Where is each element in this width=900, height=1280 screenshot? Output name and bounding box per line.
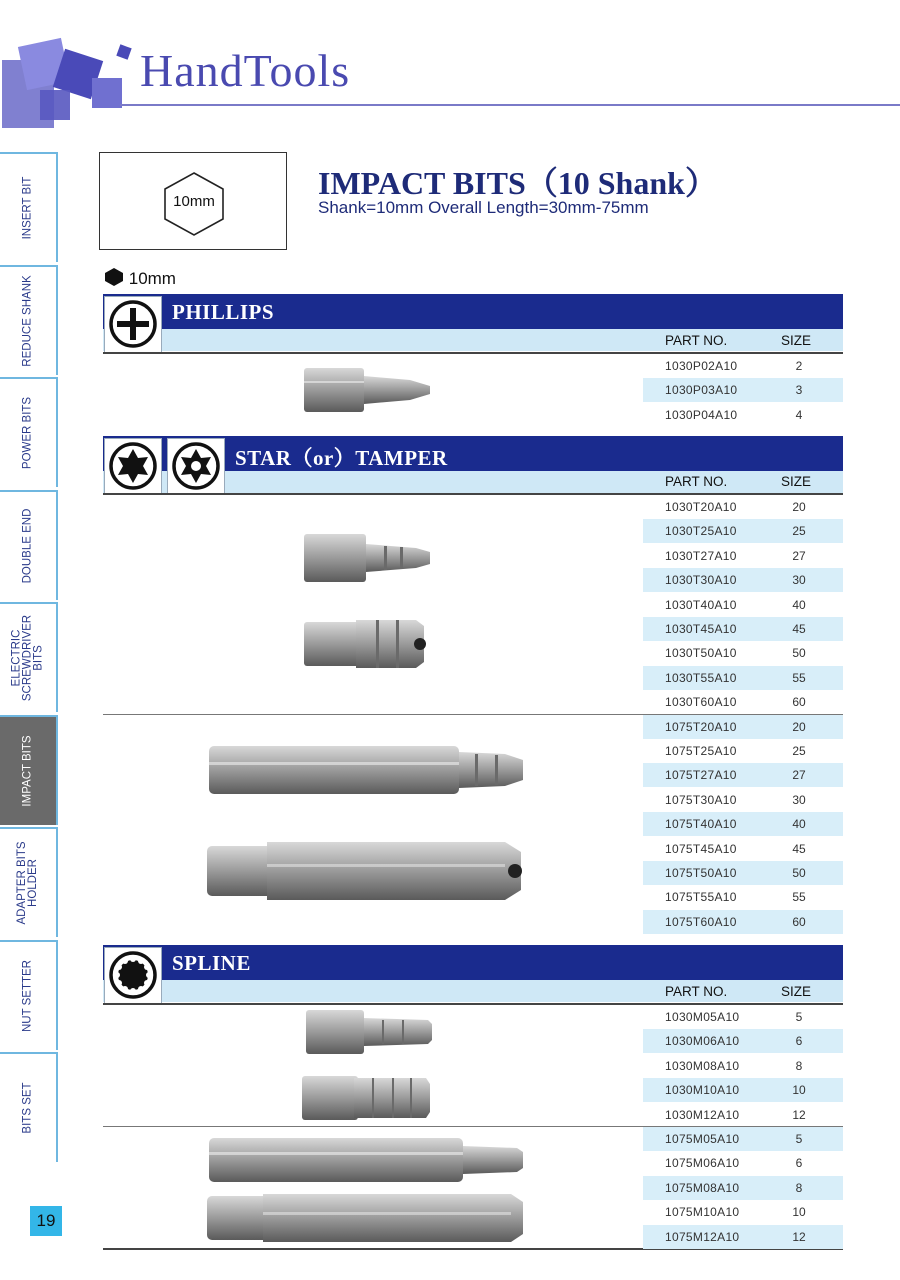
tamper-star-icon [168,439,224,494]
page-subtitle: Shank=10mm Overall Length=30mm-75mm [318,198,649,217]
size-value: 30 [792,573,806,588]
star-title: STAR（or）TAMPER [235,446,448,470]
torx-short-bit-image [300,530,436,586]
size-value: 27 [792,768,806,783]
page-title: IMPACT BITS（10 Shank） [318,165,717,201]
phillips-part-header: PART NO. [665,333,728,348]
table-row [643,1225,843,1249]
sidenav-tab-label: NUT SETTER [21,959,34,1032]
table-row [643,739,843,763]
hex-bullet-icon [104,268,124,286]
table-row [643,1029,843,1053]
sidenav-tab-label: ELECTRIC SCREWDRIVER BITS [10,614,45,702]
part-number: 1030M06A10 [665,1034,740,1049]
size-value: 55 [792,670,806,685]
hex-note-text: 10mm [128,269,176,288]
part-number: 1075T25A10 [665,744,737,758]
sidenav-tab-double-end[interactable] [0,490,58,600]
spline-part-header: PART NO. [665,984,728,999]
part-number: 1075T40A10 [665,817,737,832]
logo-blocks [0,34,140,134]
size-value: 45 [792,622,806,636]
table-row [643,763,843,787]
table-row [643,910,843,934]
spline-symbol [104,947,162,1004]
table-row [643,403,843,427]
table-row [643,1103,843,1127]
phillips-size-header: SIZE [781,333,812,348]
spline-short-bit-image [302,1006,436,1058]
sidenav-tab-reduce-shank[interactable] [0,265,58,375]
size-value: 20 [792,500,806,514]
part-number: 1075T55A10 [665,890,737,905]
sidenav-tab-label: REDUCE SHANK [21,274,34,367]
part-number: 1075M10A10 [665,1205,740,1220]
phillips-cross-icon [105,297,161,352]
sidenav-tab-insert-bit[interactable] [0,152,58,262]
size-value: 12 [792,1229,806,1244]
spline-long-bit-image [205,1134,527,1186]
table-row [643,861,843,885]
part-number: 1075T30A10 [665,792,737,807]
table-row [643,885,843,909]
part-number: 1030M08A10 [665,1058,740,1073]
size-value: 45 [792,841,806,856]
size-value: 2 [795,359,803,373]
sidenav-tab-label: INSERT BIT [21,176,34,240]
size-value: 8 [795,1180,803,1195]
size-value: 8 [795,1058,803,1073]
phillips-subheader [103,329,843,351]
table-row [643,837,843,861]
spline-icon [105,948,161,1003]
spline-short-wide-bit-image [298,1072,436,1124]
size-value: 5 [795,1132,803,1146]
spline-title: SPLINE [172,951,251,975]
sidenav-tab-nut-setter[interactable] [0,940,58,1050]
size-value: 40 [792,817,806,832]
size-value: 60 [792,695,806,710]
part-number: 1075M08A10 [665,1180,740,1195]
table-row [643,593,843,617]
phillips-symbol [104,296,162,353]
size-value: 5 [795,1010,803,1024]
sidenav-tab-label: POWER BITS [21,396,34,470]
part-number: 1030T50A10 [665,646,737,661]
size-value: 55 [792,890,806,905]
table-row [643,1200,843,1224]
phillips-bit-image [300,364,436,416]
size-value: 50 [792,646,806,661]
part-number: 1030T60A10 [665,695,737,710]
star-symbol [104,438,162,495]
table-row [643,1005,843,1029]
sidenav-tab-label: BITS SET [21,1082,34,1134]
sidenav-tab-power-bits[interactable] [0,377,58,487]
part-number: 1075T20A10 [665,719,737,734]
size-value: 40 [792,597,806,612]
part-number: 1075T60A10 [665,914,737,929]
torx-star-icon [105,439,161,494]
part-number: 1030T45A10 [665,622,737,636]
table-row [643,495,843,519]
size-value: 27 [792,548,806,563]
table-row [643,1151,843,1175]
sidenav-tab-label: DOUBLE END [21,508,34,583]
tamper-symbol [167,438,225,495]
torx-long-bit-image [205,740,527,800]
tamper-short-bit-image [300,614,436,674]
sidenav-tab-adapter-bits-holder[interactable] [0,827,58,937]
table-row [643,788,843,812]
phillips-title: PHILLIPS [172,300,275,324]
sidenav-tab-electric-screwdriver-bits[interactable] [0,602,58,712]
size-value: 10 [792,1083,806,1098]
part-number: 1030T27A10 [665,548,737,563]
size-value: 20 [792,719,806,734]
part-number: 1075T27A10 [665,768,737,783]
part-number: 1030T40A10 [665,597,737,612]
table-row [643,666,843,690]
size-value: 25 [792,524,806,539]
part-number: 1030M12A10 [665,1107,740,1122]
table-row [643,378,843,402]
table-row [643,812,843,836]
header-divider [120,104,900,106]
table-row [643,715,843,739]
sidenav-tab-impact-bits[interactable] [0,715,58,825]
spline-subheader [103,980,843,1002]
size-value: 10 [792,1205,806,1220]
part-number: 1030T20A10 [665,500,737,514]
size-value: 6 [795,1156,803,1171]
part-number: 1030M10A10 [665,1083,740,1098]
spline-long-wide-bit-image [205,1192,527,1244]
part-number: 1030T30A10 [665,573,737,588]
size-value: 12 [792,1107,806,1122]
table-row [643,1127,843,1151]
tamper-long-bit-image [205,838,527,904]
part-number: 1075T50A10 [665,866,737,880]
part-number: 1075T45A10 [665,841,737,856]
part-number: 1075M06A10 [665,1156,740,1171]
star-size-header: SIZE [781,474,812,489]
hex-diagram-box [99,152,287,250]
star-part-header: PART NO. [665,474,728,489]
part-number: 1030M05A10 [665,1010,740,1024]
size-value: 50 [792,866,806,880]
size-value: 3 [795,383,803,398]
table-row [643,519,843,543]
size-value: 25 [792,744,806,758]
table-row [643,617,843,641]
part-number: 1030P03A10 [665,383,738,398]
part-number: 1075M05A10 [665,1132,740,1146]
sidenav-tab-bits-set[interactable] [0,1052,58,1162]
table-row [643,1176,843,1200]
sidenav-tab-label: ADAPTER BITS HOLDER [16,841,39,925]
part-number: 1030P04A10 [665,407,738,422]
table-row [643,544,843,568]
table-row [643,1054,843,1078]
spline-size-header: SIZE [781,984,812,999]
table-row [643,1078,843,1102]
part-number: 1030T25A10 [665,524,737,539]
hex-size-note [104,268,176,289]
part-number: 1075M12A10 [665,1229,740,1244]
table-row [643,354,843,378]
size-value: 6 [795,1034,803,1049]
brand-title: HandTools [140,45,351,96]
table-row [643,690,843,714]
table-row [643,568,843,592]
page-number: 19 [30,1206,62,1236]
table-row [643,641,843,665]
part-number: 1030T55A10 [665,670,737,685]
hex-size-label: 10mm [173,193,215,210]
size-value: 30 [792,792,806,807]
sidenav-tab-label: IMPACT BITS [21,734,34,807]
size-value: 4 [795,407,803,422]
part-number: 1030P02A10 [665,359,738,373]
size-value: 60 [792,914,806,929]
